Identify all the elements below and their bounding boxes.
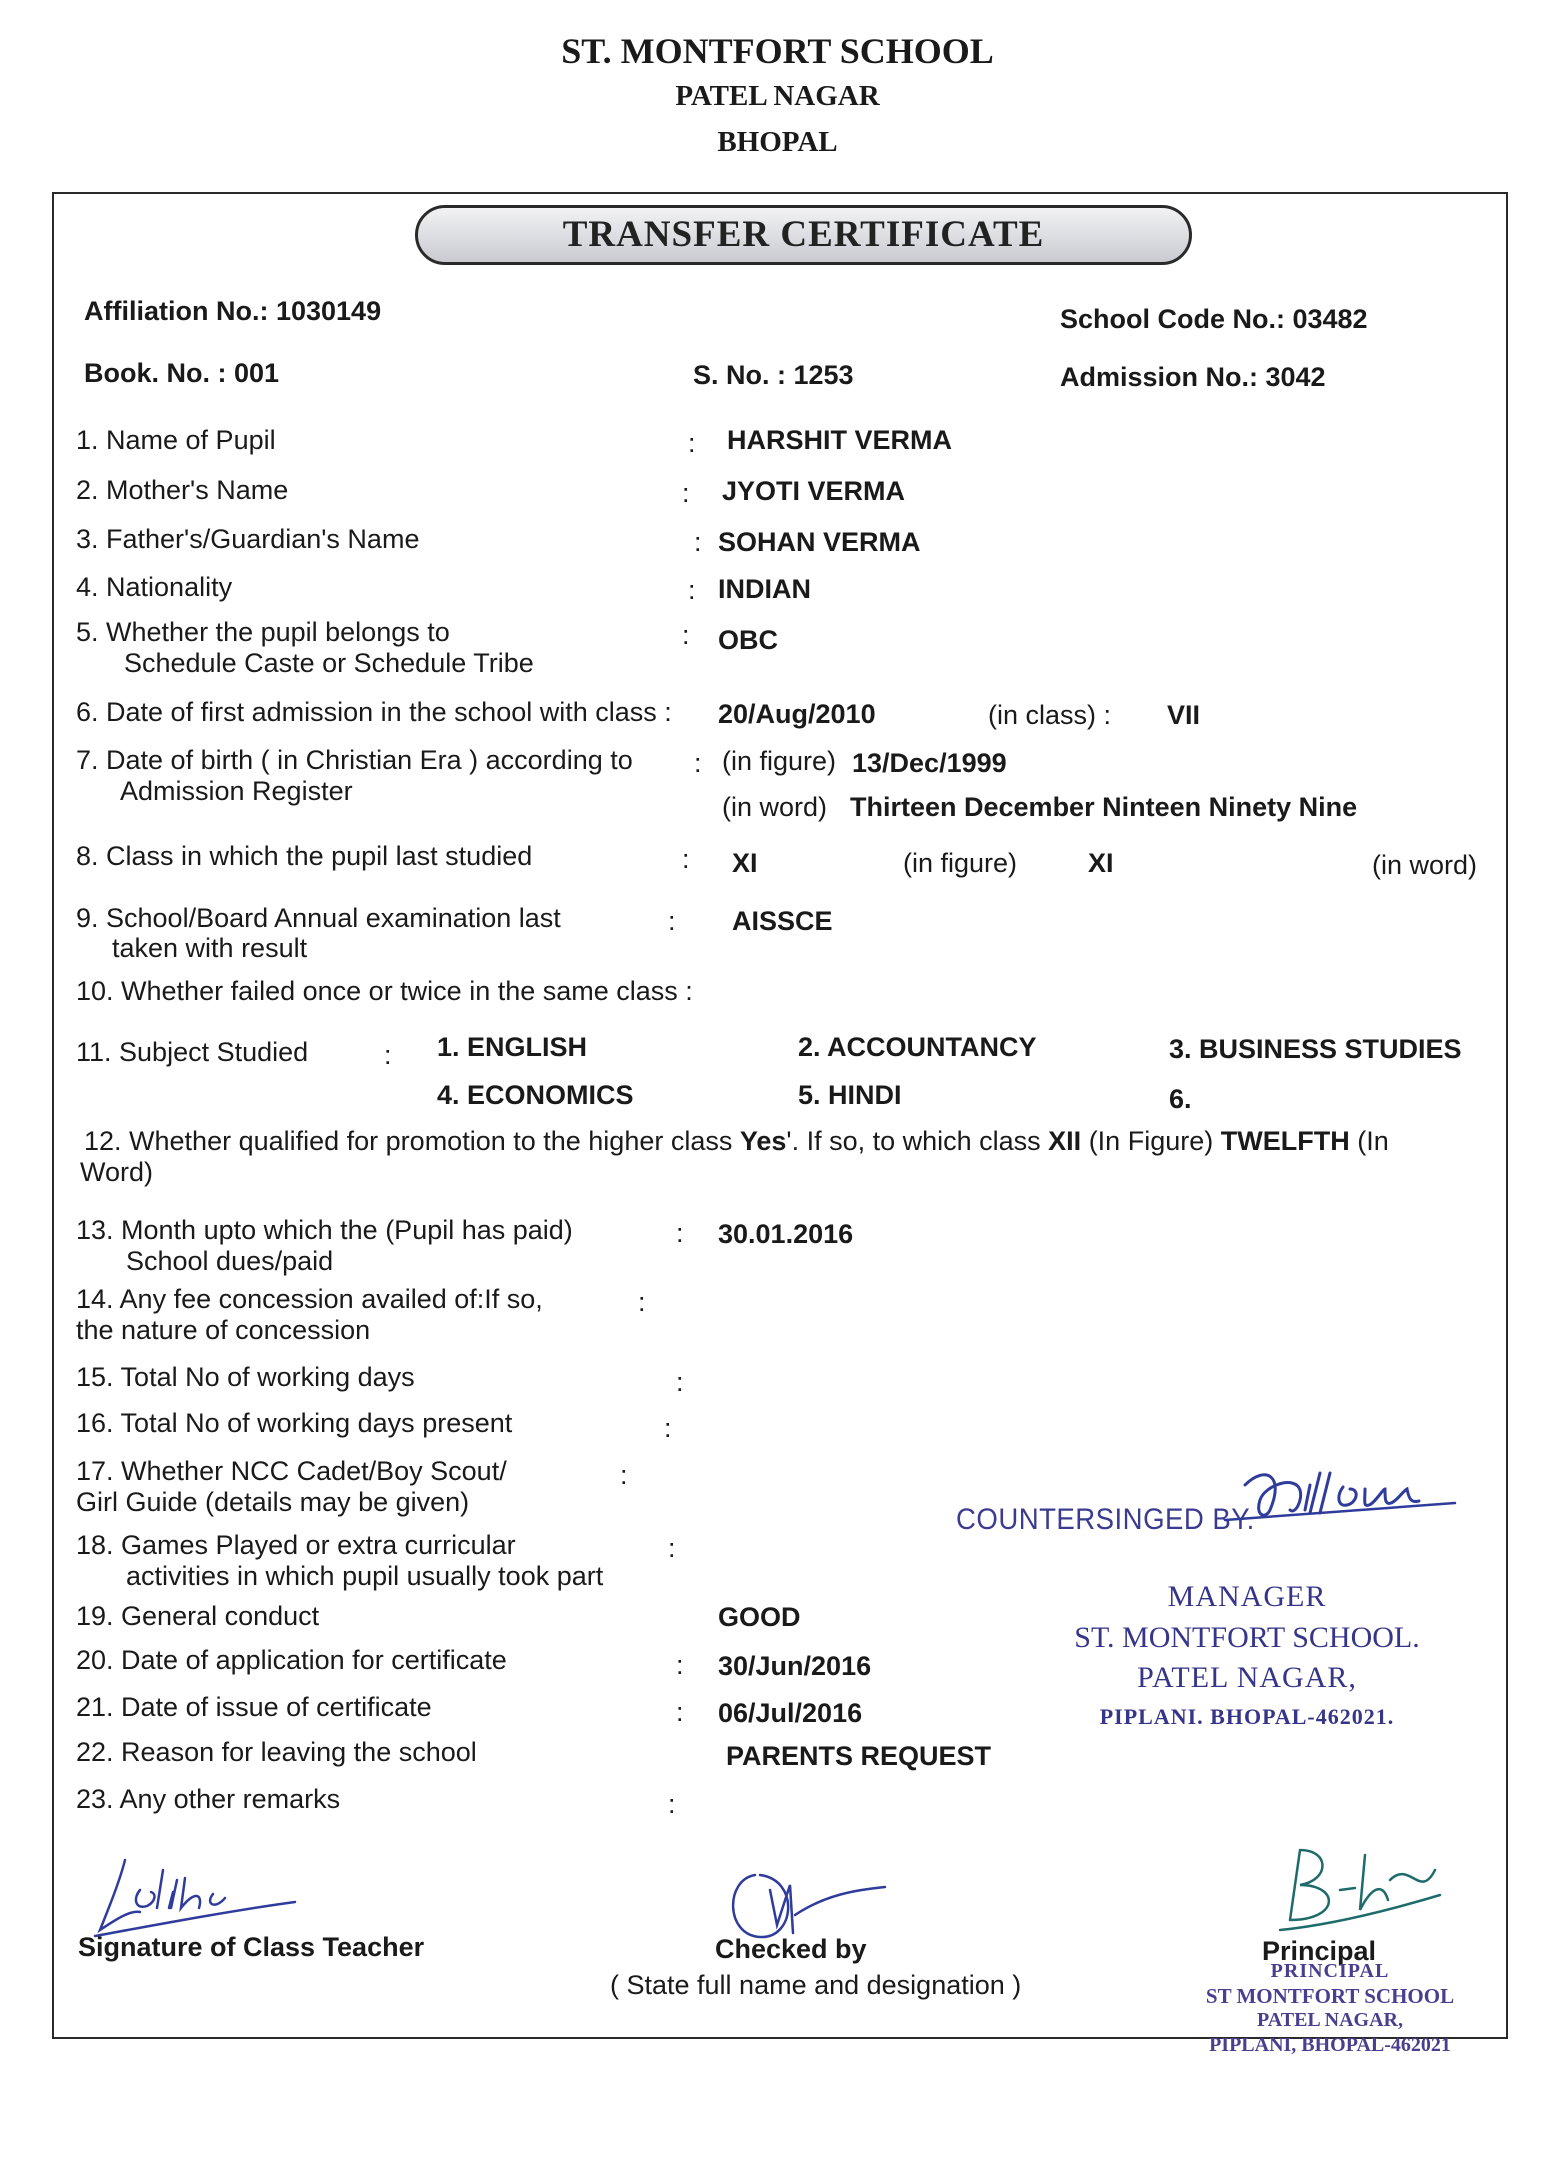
item-13-label: 13. Month upto which the (Pupil has paid) bbox=[76, 1215, 573, 1245]
item-2-value: JYOTI VERMA bbox=[722, 476, 906, 506]
item-9-label: 9. School/Board Annual examination last bbox=[76, 903, 561, 933]
item-12-class: XII bbox=[1048, 1126, 1082, 1156]
item-18-label: 18. Games Played or extra curricular bbox=[76, 1530, 516, 1560]
item-3-colon: : bbox=[694, 527, 702, 557]
admission-number: Admission No.: 3042 bbox=[1060, 362, 1326, 392]
item-15-label: 15. Total No of working days bbox=[76, 1362, 415, 1392]
item-21-value: 06/Jul/2016 bbox=[718, 1698, 863, 1728]
item-19-label: 19. General conduct bbox=[76, 1601, 320, 1631]
item-17-label-cont: Girl Guide (details may be given) bbox=[76, 1487, 470, 1517]
item-3-label: 3. Father's/Guardian's Name bbox=[76, 524, 420, 554]
item-23-colon: : bbox=[668, 1789, 676, 1819]
item-10-label: 10. Whether failed once or twice in the same class : bbox=[76, 976, 693, 1006]
item-9-value: AISSCE bbox=[732, 906, 833, 936]
item-21-label: 21. Date of issue of certificate bbox=[76, 1692, 432, 1722]
principal-label: Principal bbox=[1262, 1936, 1377, 1966]
item-8-word-value: XI bbox=[1088, 848, 1114, 878]
item-12-text-b: '. If so, to which class bbox=[786, 1126, 1049, 1156]
item-18-label-cont: activities in which pupil usually took part bbox=[126, 1561, 604, 1591]
item-11-label: 11. Subject Studied bbox=[76, 1037, 309, 1067]
item-12-text-c: (In Figure) bbox=[1081, 1126, 1221, 1156]
manager-stamp-school: ST. MONTFORT SCHOOL. bbox=[1074, 1621, 1420, 1654]
checked-by-note: ( State full name and designation ) bbox=[610, 1970, 1022, 2000]
item-22-label: 22. Reason for leaving the school bbox=[76, 1737, 477, 1767]
item-21-colon: : bbox=[676, 1697, 684, 1727]
item-3-value: SOHAN VERMA bbox=[718, 527, 921, 557]
item-4-value: INDIAN bbox=[718, 574, 811, 604]
item-4-colon: : bbox=[688, 575, 696, 605]
principal-stamp-locality: PATEL NAGAR, bbox=[1257, 2009, 1403, 2031]
item-4-label: 4. Nationality bbox=[76, 572, 233, 602]
item-1-colon: : bbox=[688, 428, 696, 458]
item-6-class-value: VII bbox=[1167, 700, 1201, 730]
subject-5: 5. HINDI bbox=[798, 1080, 902, 1110]
school-locality: PATEL NAGAR bbox=[675, 80, 880, 112]
principal-stamp-title: PRINCIPAL bbox=[1270, 1960, 1390, 1982]
item-13-label-cont: School dues/paid bbox=[126, 1246, 334, 1276]
class-teacher-signature-icon bbox=[85, 1850, 305, 1940]
item-13-value: 30.01.2016 bbox=[718, 1219, 854, 1249]
item-5-label: 5. Whether the pupil belongs to bbox=[76, 617, 450, 647]
item-7-figure-value: 13/Dec/1999 bbox=[852, 748, 1007, 778]
item-22-value: PARENTS REQUEST bbox=[726, 1741, 992, 1771]
item-8-word-label: (in word) bbox=[1372, 850, 1478, 880]
subject-6: 6. bbox=[1169, 1084, 1192, 1114]
item-14-colon: : bbox=[638, 1287, 646, 1317]
item-6-class-label: (in class) : bbox=[988, 700, 1112, 730]
item-19-value: GOOD bbox=[718, 1602, 801, 1632]
item-16-label: 16. Total No of working days present bbox=[76, 1408, 513, 1438]
affiliation-number: Affiliation No.: 1030149 bbox=[84, 296, 382, 326]
item-9-label-cont: taken with result bbox=[112, 933, 308, 963]
countersigned-stamp: COUNTERSINGED BY. bbox=[956, 1503, 1255, 1536]
item-7-label: 7. Date of birth ( in Christian Era ) according to bbox=[76, 745, 633, 775]
school-code: School Code No.: 03482 bbox=[1060, 304, 1368, 334]
item-12-line-2: Word) bbox=[80, 1157, 154, 1187]
item-7-word-value: Thirteen December Ninteen Ninety Nine bbox=[850, 792, 1358, 822]
school-name: ST. MONTFORT SCHOOL bbox=[561, 31, 994, 71]
item-7-colon: : bbox=[694, 748, 702, 778]
subject-2: 2. ACCOUNTANCY bbox=[798, 1032, 1037, 1062]
item-20-colon: : bbox=[676, 1650, 684, 1680]
checked-by-label: Checked by bbox=[715, 1934, 867, 1964]
item-17-colon: : bbox=[620, 1460, 628, 1490]
item-14-label-cont: the nature of concession bbox=[76, 1315, 371, 1345]
item-20-value: 30/Jun/2016 bbox=[718, 1651, 872, 1681]
item-5-value: OBC bbox=[718, 625, 778, 655]
manager-signature-icon bbox=[1225, 1455, 1465, 1535]
item-6-value: 20/Aug/2010 bbox=[718, 699, 876, 729]
item-12-text-a: 12. Whether qualified for promotion to the higher class bbox=[84, 1126, 740, 1156]
item-5-colon: : bbox=[682, 620, 690, 650]
item-12-line-1 bbox=[84, 1126, 1389, 1157]
principal-stamp-school: ST MONTFORT SCHOOL bbox=[1205, 1984, 1455, 2008]
manager-stamp-title: MANAGER bbox=[1167, 1580, 1327, 1613]
item-7-label-cont: Admission Register bbox=[120, 776, 353, 806]
item-12-text-d: (In bbox=[1349, 1126, 1389, 1156]
item-8-figure-label: (in figure) bbox=[903, 848, 1018, 878]
subject-1: 1. ENGLISH bbox=[437, 1032, 588, 1062]
class-teacher-signature-label: Signature of Class Teacher bbox=[78, 1932, 425, 1962]
item-2-colon: : bbox=[682, 478, 690, 508]
item-13-colon: : bbox=[676, 1218, 684, 1248]
item-20-label: 20. Date of application for certificate bbox=[76, 1645, 507, 1675]
item-15-colon: : bbox=[676, 1367, 684, 1397]
item-23-label: 23. Any other remarks bbox=[76, 1784, 341, 1814]
item-7-figure-label: (in figure) bbox=[722, 746, 837, 776]
item-1-value: HARSHIT VERMA bbox=[727, 425, 953, 455]
manager-stamp-address: PIPLANI. BHOPAL-462021. bbox=[1099, 1704, 1395, 1729]
item-12-yes: Yes bbox=[739, 1126, 787, 1156]
principal-stamp-address: PIPLANI, BHOPAL-462021 bbox=[1209, 2034, 1451, 2056]
item-16-colon: : bbox=[664, 1413, 672, 1443]
item-8-colon: : bbox=[682, 844, 690, 874]
item-7-word-label: (in word) bbox=[722, 792, 828, 822]
principal-signature-icon bbox=[1270, 1840, 1450, 1940]
manager-stamp-locality: PATEL NAGAR, bbox=[1137, 1661, 1357, 1694]
item-14-label: 14. Any fee concession availed of:If so, bbox=[76, 1284, 543, 1314]
item-11-colon: : bbox=[384, 1040, 392, 1070]
item-12-word-value: TWELFTH bbox=[1220, 1126, 1350, 1156]
item-5-label-cont: Schedule Caste or Schedule Tribe bbox=[124, 648, 534, 678]
subject-4: 4. ECONOMICS bbox=[437, 1080, 634, 1110]
school-city: BHOPAL bbox=[717, 126, 838, 158]
book-number: Book. No. : 001 bbox=[84, 358, 280, 388]
item-8-label: 8. Class in which the pupil last studied bbox=[76, 841, 533, 871]
serial-number: S. No. : 1253 bbox=[693, 360, 854, 390]
item-2-label: 2. Mother's Name bbox=[76, 475, 289, 505]
item-6-label: 6. Date of first admission in the school with class : bbox=[76, 697, 672, 727]
item-1-label: 1. Name of Pupil bbox=[76, 425, 276, 455]
item-8-value: XI bbox=[732, 848, 758, 878]
item-9-colon: : bbox=[668, 906, 676, 936]
item-18-colon: : bbox=[668, 1533, 676, 1563]
certificate-title: TRANSFER CERTIFICATE bbox=[415, 205, 1192, 265]
item-17-label: 17. Whether NCC Cadet/Boy Scout/ bbox=[76, 1456, 507, 1486]
subject-3: 3. BUSINESS STUDIES bbox=[1169, 1034, 1462, 1064]
